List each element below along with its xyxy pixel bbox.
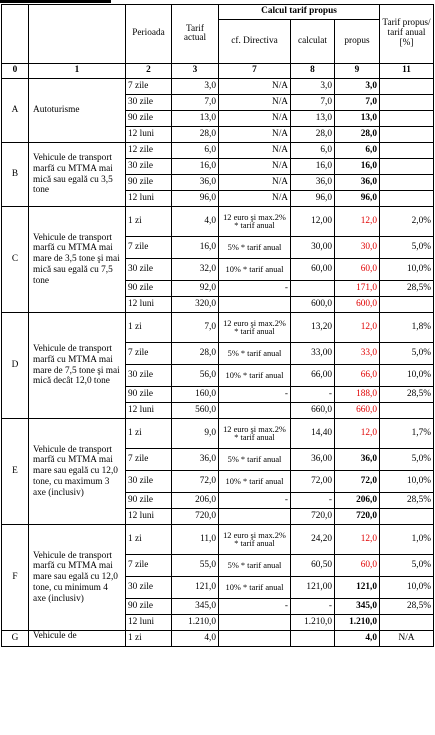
tarif-actual-cell: 16,0 xyxy=(172,237,219,259)
propus-cell: 7,0 xyxy=(335,95,380,111)
propus-cell: 36,0 xyxy=(335,175,380,191)
calculat-cell: 13,20 xyxy=(291,313,335,343)
period-cell: 1 zi xyxy=(126,419,172,449)
table-row xyxy=(2,79,434,95)
propus-cell: 600,0 xyxy=(335,297,380,313)
period-cell: 90 zile xyxy=(126,281,172,297)
ratio-cell: 10,0% xyxy=(380,259,434,281)
calculat-cell: 36,00 xyxy=(291,449,335,471)
tarif-actual-cell: 36,0 xyxy=(172,175,219,191)
calculat-cell: 600,0 xyxy=(291,297,335,313)
period-cell: 7 zile xyxy=(126,555,172,577)
tarif-actual-cell: 206,0 xyxy=(172,493,219,509)
ratio-cell xyxy=(380,509,434,525)
category-description: Vehicule de transport marfă cu MTMA mai mare sau egală cu 12,0 tone, cu minimum 4 axe (inclusiv) xyxy=(29,525,126,631)
table-row xyxy=(2,419,434,449)
tarif-actual-cell: 13,0 xyxy=(172,111,219,127)
calculat-cell: 3,0 xyxy=(291,79,335,95)
colnum-9: 9 xyxy=(335,64,380,79)
colnum-8: 8 xyxy=(291,64,335,79)
ratio-cell xyxy=(380,191,434,207)
calculat-cell: - xyxy=(291,387,335,403)
directiva-cell: N/A xyxy=(219,127,291,143)
ratio-cell xyxy=(380,79,434,95)
period-cell: 12 luni xyxy=(126,509,172,525)
directiva-cell: 12 euro şi max.2% * tarif anual xyxy=(219,419,291,449)
period-cell: 90 zile xyxy=(126,175,172,191)
directiva-cell: 12 euro şi max.2% * tarif anual xyxy=(219,313,291,343)
directiva-cell: 10% * tarif anual xyxy=(219,577,291,599)
propus-cell: 96,0 xyxy=(335,191,380,207)
tarif-actual-cell: 7,0 xyxy=(172,95,219,111)
directiva-cell: 5% * tarif anual xyxy=(219,555,291,577)
period-cell: 30 zile xyxy=(126,159,172,175)
ratio-cell: 1,0% xyxy=(380,525,434,555)
tarif-actual-cell: 28,0 xyxy=(172,127,219,143)
calculat-cell: 30,00 xyxy=(291,237,335,259)
table-row xyxy=(2,143,434,159)
tarif-actual-cell: 6,0 xyxy=(172,143,219,159)
propus-cell: 660,0 xyxy=(335,403,380,419)
calculat-cell xyxy=(291,281,335,297)
directiva-cell xyxy=(219,509,291,525)
propus-cell: 206,0 xyxy=(335,493,380,509)
propus-cell: 13,0 xyxy=(335,111,380,127)
ratio-cell: 1,8% xyxy=(380,313,434,343)
propus-cell: 12,0 xyxy=(335,207,380,237)
tarif-actual-cell: 32,0 xyxy=(172,259,219,281)
period-cell: 12 luni xyxy=(126,297,172,313)
ratio-cell: 5,0% xyxy=(380,237,434,259)
directiva-cell: N/A xyxy=(219,175,291,191)
period-cell: 30 zile xyxy=(126,95,172,111)
propus-cell: 188,0 xyxy=(335,387,380,403)
ratio-cell: 28,5% xyxy=(380,599,434,615)
table-row xyxy=(2,525,434,555)
header-propus: propus xyxy=(335,20,380,64)
propus-cell: 1.210,0 xyxy=(335,615,380,631)
category-letter: F xyxy=(2,525,29,631)
directiva-cell: 10% * tarif anual xyxy=(219,471,291,493)
period-cell: 30 zile xyxy=(126,471,172,493)
header-ratio: Tarif propus/ tarif anual [%] xyxy=(380,5,434,64)
category-description: Vehicule de transport marfă cu MTMA mai mare de 3,5 tone şi mai mică sau egală cu 7,5 tone xyxy=(29,207,126,313)
ratio-cell: 5,0% xyxy=(380,555,434,577)
calculat-cell: 96,0 xyxy=(291,191,335,207)
ratio-cell: 28,5% xyxy=(380,387,434,403)
category-letter: E xyxy=(2,419,29,525)
ratio-cell: 10,0% xyxy=(380,471,434,493)
propus-cell: 28,0 xyxy=(335,127,380,143)
ratio-cell: 1,7% xyxy=(380,419,434,449)
period-cell: 90 zile xyxy=(126,493,172,509)
tarif-actual-cell: 121,0 xyxy=(172,577,219,599)
period-cell: 7 zile xyxy=(126,237,172,259)
category-description: Vehicule de transport marfă cu MTMA mai mare de 7,5 tone şi mai mică decât 12,0 tone xyxy=(29,313,126,419)
tarif-actual-cell: 28,0 xyxy=(172,343,219,365)
ratio-cell xyxy=(380,615,434,631)
period-cell: 12 luni xyxy=(126,191,172,207)
tariff-table xyxy=(1,4,434,647)
calculat-cell: 660,0 xyxy=(291,403,335,419)
calculat-cell: 1.210,0 xyxy=(291,615,335,631)
header-blank-desc xyxy=(29,5,126,64)
period-cell: 30 zile xyxy=(126,365,172,387)
ratio-cell xyxy=(380,143,434,159)
propus-cell: 66,0 xyxy=(335,365,380,387)
directiva-cell: 10% * tarif anual xyxy=(219,365,291,387)
tarif-actual-cell: 1.210,0 xyxy=(172,615,219,631)
tarif-actual-cell: 560,0 xyxy=(172,403,219,419)
calculat-cell: 36,0 xyxy=(291,175,335,191)
calculat-cell: 6,0 xyxy=(291,143,335,159)
propus-cell: 121,0 xyxy=(335,577,380,599)
tarif-actual-cell: 4,0 xyxy=(172,631,219,647)
propus-cell: 3,0 xyxy=(335,79,380,95)
calculat-cell xyxy=(291,631,335,647)
period-cell: 90 zile xyxy=(126,387,172,403)
category-letter: G xyxy=(2,631,29,647)
propus-cell: 345,0 xyxy=(335,599,380,615)
period-cell: 30 zile xyxy=(126,577,172,599)
tarif-actual-cell: 345,0 xyxy=(172,599,219,615)
directiva-cell xyxy=(219,615,291,631)
ratio-cell: 10,0% xyxy=(380,365,434,387)
header-blank-letter xyxy=(2,5,29,64)
tarif-actual-cell: 11,0 xyxy=(172,525,219,555)
tarif-actual-cell: 720,0 xyxy=(172,509,219,525)
directiva-cell: - xyxy=(219,387,291,403)
directiva-cell: 5% * tarif anual xyxy=(219,237,291,259)
directiva-cell: 5% * tarif anual xyxy=(219,343,291,365)
propus-cell: 6,0 xyxy=(335,143,380,159)
directiva-cell: 12 euro şi max.2% * tarif anual xyxy=(219,207,291,237)
header-perioada: Perioada xyxy=(126,5,172,64)
directiva-cell: - xyxy=(219,281,291,297)
category-letter: B xyxy=(2,143,29,207)
tarif-actual-cell: 55,0 xyxy=(172,555,219,577)
period-cell: 7 zile xyxy=(126,79,172,95)
tarif-actual-cell: 4,0 xyxy=(172,207,219,237)
propus-cell: 16,0 xyxy=(335,159,380,175)
calculat-cell: 60,50 xyxy=(291,555,335,577)
period-cell: 30 zile xyxy=(126,259,172,281)
propus-cell: 60,0 xyxy=(335,259,380,281)
propus-cell: 171,0 xyxy=(335,281,380,297)
ratio-cell: N/A xyxy=(380,631,434,647)
period-cell: 12 zile xyxy=(126,143,172,159)
directiva-cell: 5% * tarif anual xyxy=(219,449,291,471)
calculat-cell: 60,00 xyxy=(291,259,335,281)
tarif-actual-cell: 96,0 xyxy=(172,191,219,207)
calculat-cell: 14,40 xyxy=(291,419,335,449)
directiva-cell: - xyxy=(219,493,291,509)
ratio-cell xyxy=(380,403,434,419)
calculat-cell: 121,00 xyxy=(291,577,335,599)
propus-cell: 60,0 xyxy=(335,555,380,577)
calculat-cell: 24,20 xyxy=(291,525,335,555)
tarif-actual-cell: 320,0 xyxy=(172,297,219,313)
period-cell: 1 zi xyxy=(126,631,172,647)
colnum-2: 2 xyxy=(126,64,172,79)
header-calculat: calculat xyxy=(291,20,335,64)
ratio-cell: 10,0% xyxy=(380,577,434,599)
directiva-cell: N/A xyxy=(219,159,291,175)
period-cell: 1 zi xyxy=(126,313,172,343)
propus-cell: 12,0 xyxy=(335,419,380,449)
ratio-cell xyxy=(380,111,434,127)
calculat-cell: - xyxy=(291,493,335,509)
period-cell: 1 zi xyxy=(126,207,172,237)
category-letter: A xyxy=(2,79,29,143)
tarif-actual-cell: 3,0 xyxy=(172,79,219,95)
header-tarif-actual: Tarif actual xyxy=(172,5,219,64)
directiva-cell: N/A xyxy=(219,191,291,207)
propus-cell: 72,0 xyxy=(335,471,380,493)
top-rule xyxy=(0,0,111,3)
propus-cell: 33,0 xyxy=(335,343,380,365)
ratio-cell: 28,5% xyxy=(380,281,434,297)
calculat-cell: 33,00 xyxy=(291,343,335,365)
tarif-actual-cell: 16,0 xyxy=(172,159,219,175)
propus-cell: 12,0 xyxy=(335,525,380,555)
ratio-cell xyxy=(380,159,434,175)
calculat-cell: 7,0 xyxy=(291,95,335,111)
colnum-0: 0 xyxy=(2,64,29,79)
period-cell: 12 luni xyxy=(126,403,172,419)
table-row xyxy=(2,313,434,343)
table-row xyxy=(2,631,434,647)
tarif-actual-cell: 92,0 xyxy=(172,281,219,297)
directiva-cell: N/A xyxy=(219,143,291,159)
ratio-cell: 28,5% xyxy=(380,493,434,509)
calculat-cell: 66,00 xyxy=(291,365,335,387)
category-description: Autoturisme xyxy=(29,79,126,143)
ratio-cell xyxy=(380,297,434,313)
tarif-actual-cell: 160,0 xyxy=(172,387,219,403)
tarif-actual-cell: 56,0 xyxy=(172,365,219,387)
table-row xyxy=(2,207,434,237)
propus-cell: 12,0 xyxy=(335,313,380,343)
directiva-cell: 12 euro şi max.2% * tarif anual xyxy=(219,525,291,555)
colnum-11: 11 xyxy=(380,64,434,79)
tarif-actual-cell: 7,0 xyxy=(172,313,219,343)
header-cf-directiva: cf. Directiva xyxy=(219,20,291,64)
ratio-cell: 5,0% xyxy=(380,449,434,471)
colnum-3: 3 xyxy=(172,64,219,79)
category-description: Vehicule de xyxy=(29,631,126,647)
period-cell: 1 zi xyxy=(126,525,172,555)
propus-cell: 36,0 xyxy=(335,449,380,471)
calculat-cell: 720,0 xyxy=(291,509,335,525)
calculat-cell: - xyxy=(291,599,335,615)
directiva-cell xyxy=(219,403,291,419)
period-cell: 90 zile xyxy=(126,599,172,615)
directiva-cell: N/A xyxy=(219,111,291,127)
header-calcul-tarif-propus: Calcul tarif propus xyxy=(219,5,380,20)
directiva-cell: - xyxy=(219,599,291,615)
period-cell: 12 luni xyxy=(126,615,172,631)
calculat-cell: 12,00 xyxy=(291,207,335,237)
period-cell: 90 zile xyxy=(126,111,172,127)
period-cell: 12 luni xyxy=(126,127,172,143)
ratio-cell xyxy=(380,95,434,111)
tarif-actual-cell: 36,0 xyxy=(172,449,219,471)
colnum-1: 1 xyxy=(29,64,126,79)
category-description: Vehicule de transport marfă cu MTMA mai mică sau egală cu 3,5 tone xyxy=(29,143,126,207)
tarif-actual-cell: 9,0 xyxy=(172,419,219,449)
category-letter: D xyxy=(2,313,29,419)
propus-cell: 30,0 xyxy=(335,237,380,259)
directiva-cell: N/A xyxy=(219,95,291,111)
ratio-cell xyxy=(380,175,434,191)
colnum-7: 7 xyxy=(219,64,291,79)
category-description: Vehicule de transport marfă cu MTMA mai mare sau egală cu 12,0 tone, cu maximum 3 axe (inclusiv) xyxy=(29,419,126,525)
calculat-cell: 13,0 xyxy=(291,111,335,127)
period-cell: 7 zile xyxy=(126,449,172,471)
calculat-cell: 72,00 xyxy=(291,471,335,493)
directiva-cell xyxy=(219,297,291,313)
period-cell: 7 zile xyxy=(126,343,172,365)
directiva-cell: 10% * tarif anual xyxy=(219,259,291,281)
calculat-cell: 16,0 xyxy=(291,159,335,175)
category-letter: C xyxy=(2,207,29,313)
propus-cell: 720,0 xyxy=(335,509,380,525)
tarif-actual-cell: 72,0 xyxy=(172,471,219,493)
propus-cell: 4,0 xyxy=(335,631,380,647)
ratio-cell: 5,0% xyxy=(380,343,434,365)
ratio-cell: 2,0% xyxy=(380,207,434,237)
directiva-cell xyxy=(219,631,291,647)
directiva-cell: N/A xyxy=(219,79,291,95)
ratio-cell xyxy=(380,127,434,143)
calculat-cell: 28,0 xyxy=(291,127,335,143)
